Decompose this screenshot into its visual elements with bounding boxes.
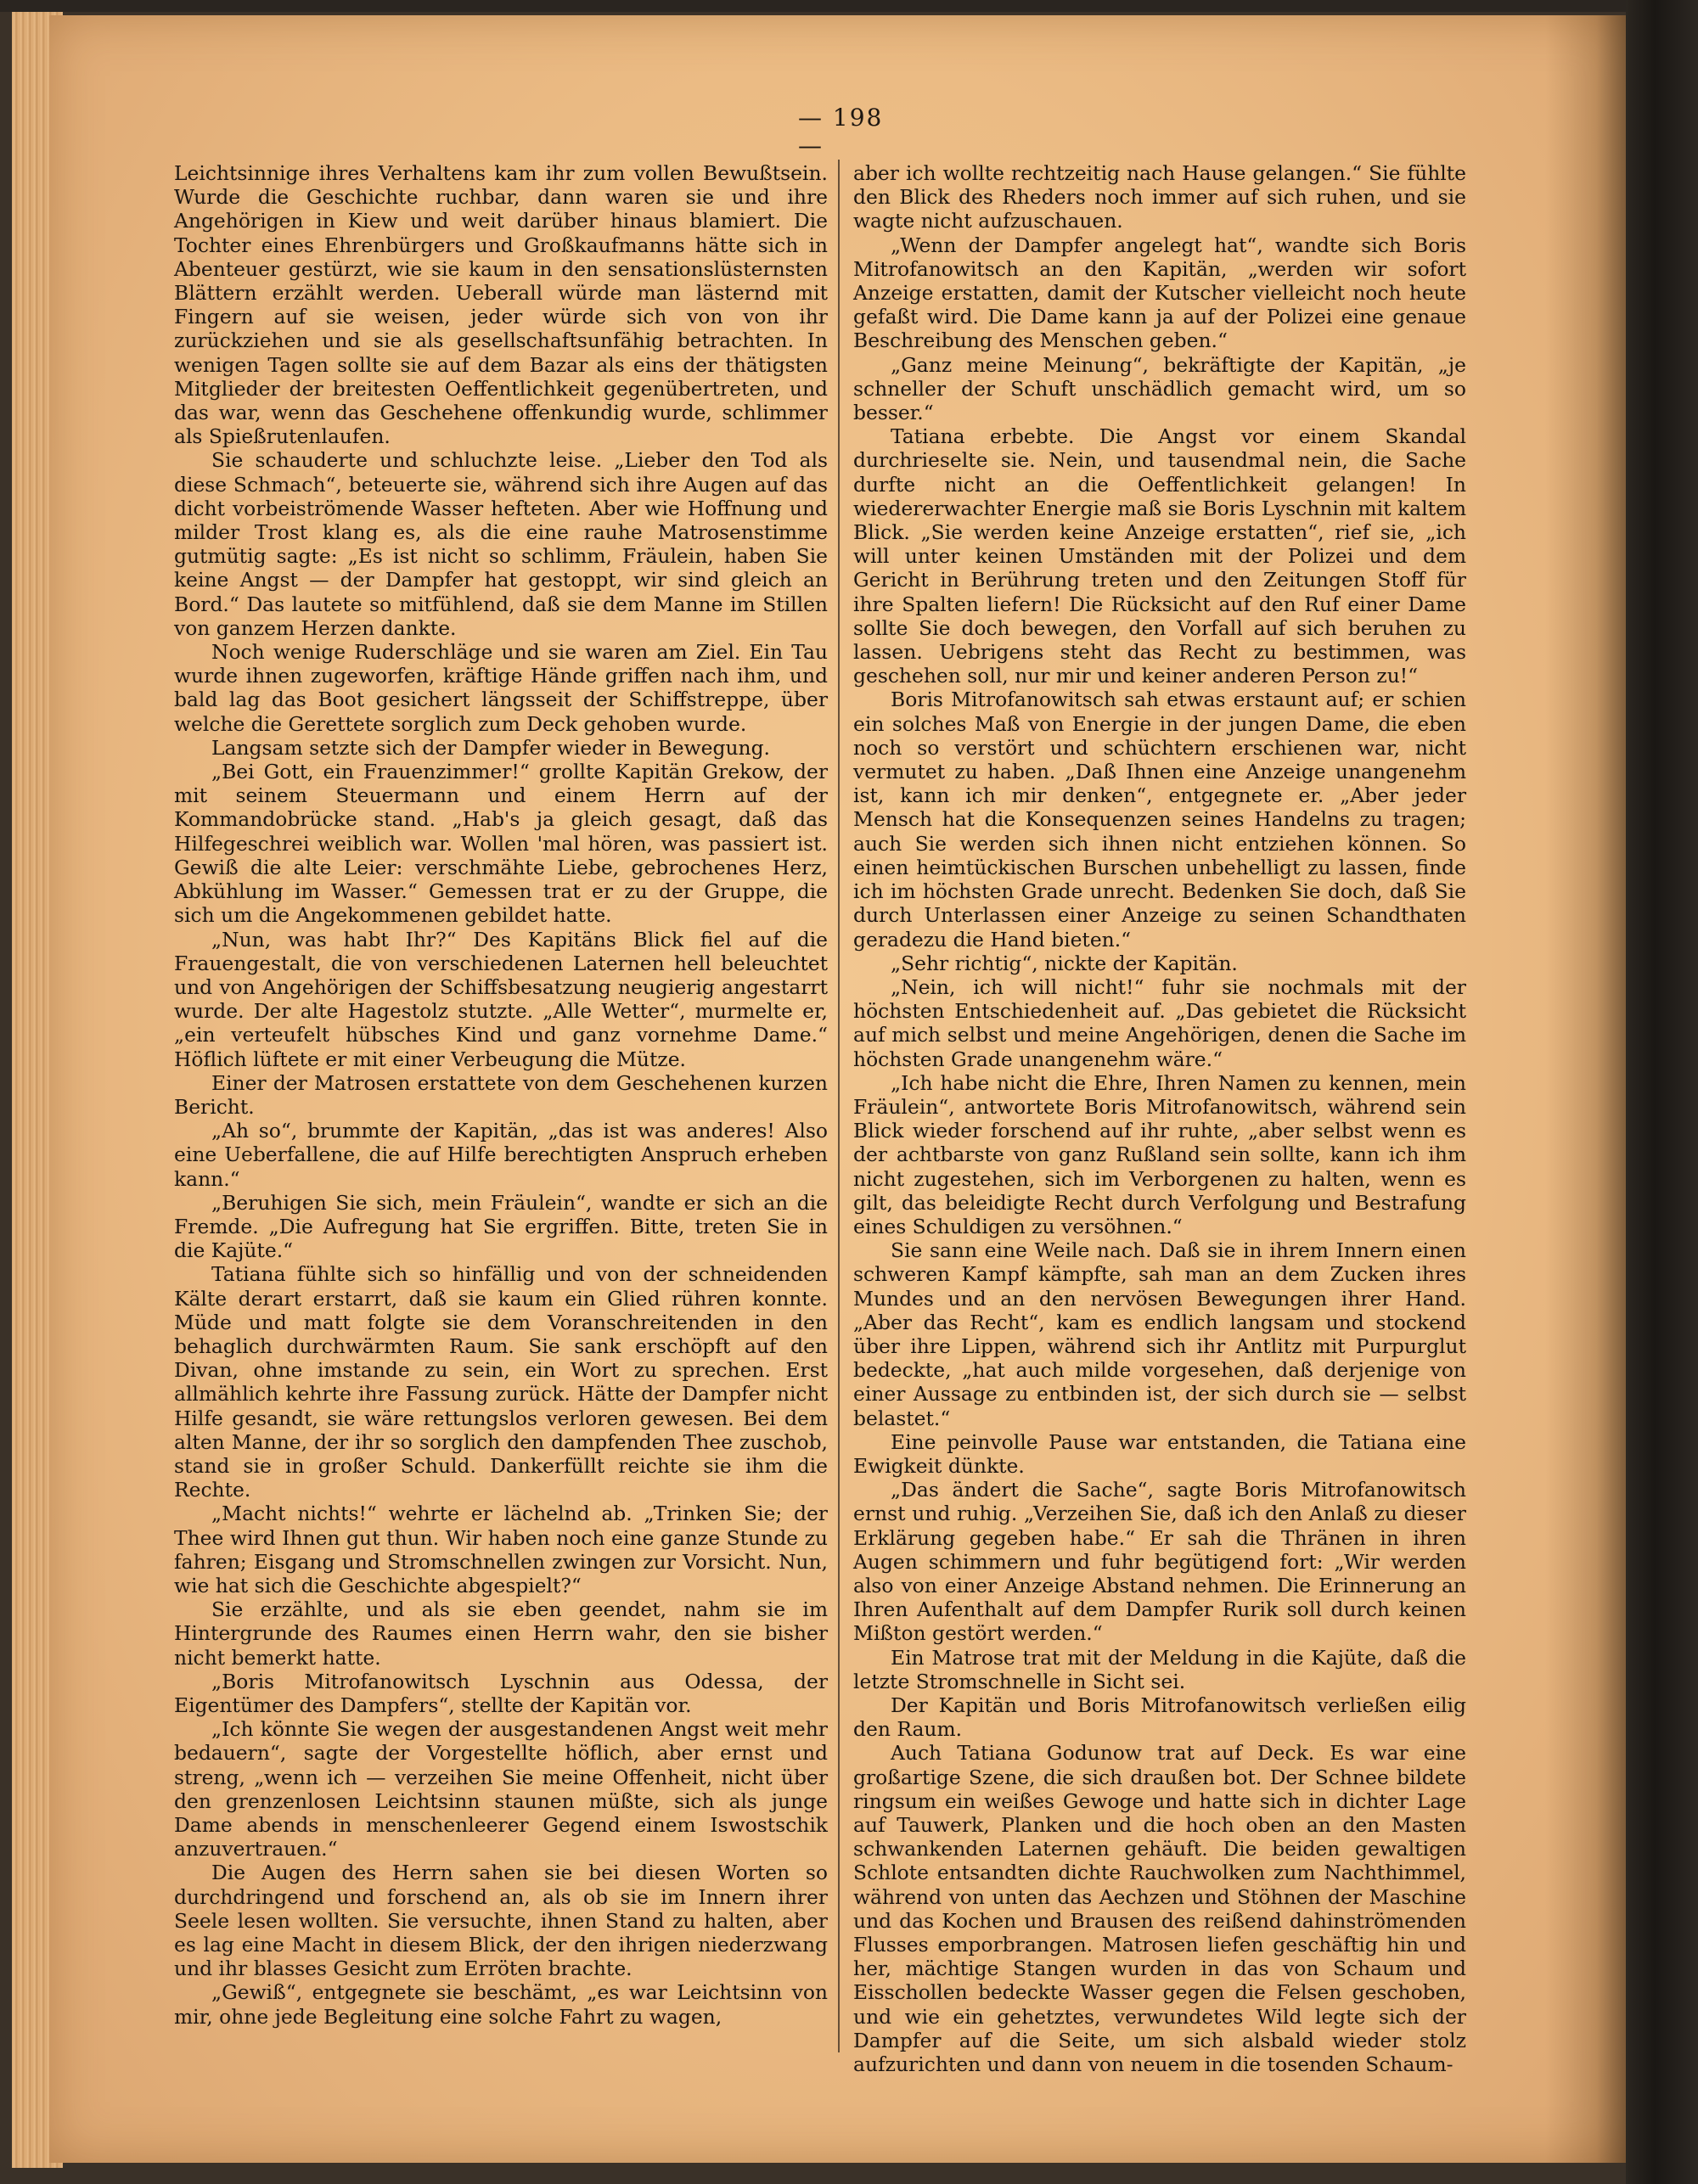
paragraph: Langsam setzte sich der Dampfer wieder in Bewegung.	[211, 735, 770, 760]
paragraph: Einer der Matrosen erstattete von dem Geschehenen kurzen Bericht.	[174, 1070, 828, 1119]
paragraph: Eine peinvolle Pause war entstanden, die Tatiana eine Ewigkeit dünkte.	[853, 1429, 1466, 1478]
paragraph: Tatiana erbebte. Die Angst vor einem Skandal durchrieselte sie. Nein, und tausendmal nein, die Sache durfte nicht an die Oeffentlichkeit gelangen! In wiedererwachter Energie maß sie Boris Lyschnin mit kaltem Blick. „Sie werden keine Anzeige erstatten“, rief sie, „ich will unter keinen Umständen mit der Polizei und dem Gericht in Berührung treten und den Zeitungen Stoff für ihre Spalten liefern! Die Rücksicht auf den Ruf einer Dame sollte Sie doch bewegen, den Vorfall auf sich beruhen zu lassen. Uebrigens steht das Recht zu bestimmen, was geschehen soll, nur mir und keiner anderen Person zu!“	[853, 424, 1466, 688]
paragraph: „Gewiß“, entgegnete sie beschämt, „es war Leichtsinn von mir, ohne jede Begleitung eine solche Fahrt zu wagen,	[174, 1980, 828, 2029]
binding-gutter-shadow	[1545, 15, 1630, 2163]
paragraph: „Bei Gott, ein Frauenzimmer!“ grollte Kapitän Grekow, der mit seinem Steuermann und einem Herrn auf der Kommandobrücke stand. „Hab's ja gleich gesagt, daß das Hilfegeschrei weiblich war. Wollen 'mal hören, was passiert ist. Gewiß die alte Leier: verschmähte Liebe, gebrochenes Herz, Abkühlung im Wasser.“ Gemessen trat er zu der Gruppe, die sich um die Angekommenen gebildet hatte.	[174, 760, 828, 928]
paragraph: Sie erzählte, und als sie eben geendet, nahm sie im Hintergrunde des Raumes einen Herrn wahr, den sie bisher nicht bemerkt hatte.	[174, 1597, 828, 1670]
paragraph: „Ganz meine Meinung“, bekräftigte der Kapitän, „je schneller der Schuft unschädlich gemacht wird, um so besser.“	[853, 352, 1466, 425]
paragraph: „Ich habe nicht die Ehre, Ihren Namen zu kennen, mein Fräulein“, antwortete Boris Mitrofanowitsch, während sein Blick wieder forschend auf ihr ruhte, „aber selbst wenn es der achtbarste von ganz Rußland sein sollte, kann ich ihm nicht zugestehen, sich im Verborgenen zu halten, wenn es gilt, das beleidigte Recht durch Verfolgung und Bestrafung eines Schuldigen zu versöhnen.“	[853, 1070, 1466, 1238]
paragraph: „Das ändert die Sache“, sagte Boris Mitrofanowitsch ernst und ruhig. „Verzeihen Sie, daß ich den Anlaß zu dieser Erklärung gegeben habe.“ Er sah die Thränen in ihren Augen schimmern und fuhr begütigend fort: „Wir werden also von einer Anzeige Abstand nehmen. Die Erinnerung an Ihren Aufenthalt auf dem Dampfer Rurik soll durch keinen Mißton gestört werden.“	[853, 1478, 1466, 1646]
scan-top-edge	[0, 0, 1698, 12]
paragraph: „Wenn der Dampfer angelegt hat“, wandte sich Boris Mitrofanowitsch an den Kapitän, „werden wir sofort Anzeige erstatten, damit der Kutscher vielleicht noch heute gefaßt wird. Die Dame kann ja auf der Polizei eine genaue Beschreibung des Menschen geben.“	[853, 233, 1466, 353]
paragraph: „Ah so“, brummte der Kapitän, „das ist was anderes! Also eine Ueberfallene, die auf Hilfe berechtigten Anspruch erheben kann.“	[174, 1119, 828, 1191]
paragraph: „Macht nichts!“ wehrte er lächelnd ab. „Trinken Sie; der Thee wird Ihnen gut thun. Wir haben noch eine ganze Stunde zu fahren; Eisgang und Stromschnellen zwingen zur Vorsicht. Nun, wie hat sich die Geschichte abgespielt?“	[174, 1502, 828, 1597]
paragraph: Auch Tatiana Godunow trat auf Deck. Es war eine großartige Szene, die sich draußen bot. Der Schnee bildete ringsum ein weißes Gewoge und hatte sich in dichter Lage auf Tauwerk, Planken und die hoch oben an den Masten schwankenden Laternen gehäuft. Die beiden gewaltigen Schlote entsandten dichte Rauchwolken zum Nachthimmel, während von unten das Aechzen und Stöhnen der Maschine und das Kochen und Brausen des reißend dahinströmenden Flusses emporbrangen. Matrosen liefen geschäftig hin und her, mächtige Stangen wurden in das von Schaum und Eisschollen bedeckte Wasser gegen die Felsen geschoben, und wie ein gehetztes, verwundetes Wild legte sich der Dampfer auf die Seite, um sich alsbald wieder stolz aufzurichten und dann von neuem in die tosenden Schaum-	[853, 1741, 1466, 2077]
paragraph: Sie schauderte und schluchzte leise. „Lieber den Tod als diese Schmach“, beteuerte sie, während sich ihre Augen auf das dicht vorbeiströmende Wasser hefteten. Aber wie Hoffnung und milder Trost klang es, als die eine rauhe Matrosenstimme gutmütig sagte: „Es ist nicht so schlimm, Fräulein, haben Sie keine Angst — der Dampfer hat gestoppt, wir sind gleich an Bord.“ Das lautete so mitfühlend, daß sie dem Manne im Stillen von ganzem Herzen dankte.	[174, 448, 828, 640]
paragraph: Boris Mitrofanowitsch sah etwas erstaunt auf; er schien ein solches Maß von Energie in der jungen Dame, die eben noch so verstört und schüchtern erschienen war, nicht vermutet zu haben. „Daß Ihnen eine Anzeige unangenehm ist, kann ich mir denken“, entgegnete er. „Aber jeder Mensch hat die Konsequenzen seines Handelns zu tragen; auch Sie werden sich ihnen nicht entziehen können. So einen heimtückischen Burschen unbehelligt zu lassen, finde ich im höchsten Grade unrecht. Bedenken Sie doch, daß Sie durch Unterlassen einer Anzeige zu seinen Schandthaten geradezu die Hand bieten.“	[853, 688, 1466, 952]
paragraph: „Nun, was habt Ihr?“ Des Kapitäns Blick fiel auf die Frauengestalt, die von verschiedenen Laternen hell beleuchtet und von Angehörigen der Schiffsbesatzung neugierig angestarrt wurde. Der alte Hagestolz stutzte. „Alle Wetter“, murmelte er, „ein verteufelt hübsches Kind und ganz vornehme Dame.“ Höflich lüftete er mit einer Verbeugung die Mütze.	[174, 927, 828, 1071]
page-number: — 198 —	[798, 104, 884, 160]
paragraph: aber ich wollte rechtzeitig nach Hause gelangen.“ Sie fühlte den Blick des Rheders noch immer auf sich ruhen, und sie wagte nicht aufzuschauen.	[853, 161, 1466, 233]
paragraph: Sie sann eine Weile nach. Daß sie in ihrem Innern einen schweren Kampf kämpfte, sah man an dem Zucken ihres Mundes und an den nervösen Bewegungen ihrer Hand. „Aber das Recht“, kam es endlich langsam und stockend über ihre Lippen, während sich ihr Antlitz mit Purpurglut bedeckte, „hat auch milde vorgesehen, daß derjenige von einer Aussage zu entbinden ist, der sich durch sie — selbst belastet.“	[853, 1238, 1466, 1430]
left-text-column	[174, 161, 828, 2037]
paragraph: „Beruhigen Sie sich, mein Fräulein“, wandte er sich an die Fremde. „Die Aufregung hat Sie ergriffen. Bitte, treten Sie in die Kajüte.“	[174, 1190, 828, 1263]
paragraph: „Boris Mitrofanowitsch Lyschnin aus Odessa, der Eigentümer des Dampfers“, stellte der Kapitän vor.	[174, 1669, 828, 1717]
paragraph: Noch wenige Ruderschläge und sie waren am Ziel. Ein Tau wurde ihnen zugeworfen, kräftige Hände griffen nach ihm, und bald lag das Boot gesichert längsseit der Schiffstreppe, über welche die Gerettete sorglich zum Deck gehoben wurde.	[174, 640, 828, 736]
paragraph: „Nein, ich will nicht!“ fuhr sie nochmals mit der höchsten Entschiedenheit auf. „Das gebietet die Rücksicht auf mich selbst und meine Angehörigen, denen die Sache im höchsten Grade unangenehm wäre.“	[853, 974, 1466, 1071]
paragraph: Tatiana fühlte sich so hinfällig und von der schneidenden Kälte derart erstarrt, daß sie kaum ein Glied rühren konnte. Müde und matt folgte sie dem Voranschreitenden in den behaglich durchwärmten Raum. Sie sank erschöpft auf den Divan, ohne imstande zu sein, ein Wort zu sprechen. Erst allmählich kehrte ihre Fassung zurück. Hätte der Dampfer nicht Hilfe gesandt, sie wäre rettungslos verloren gewesen. Bei dem alten Manne, der ihr so sorglich den dampfenden Thee zuschob, stand sie in großer Schuld. Dankerfüllt reichte sie ihm die Rechte.	[174, 1262, 828, 1502]
column-divider	[838, 160, 840, 2052]
book-spine-edge	[1626, 0, 1698, 2184]
paragraph: Die Augen des Herrn sahen sie bei diesen Worten so durchdringend und forschend an, als ob sie im Innern ihrer Seele lesen wollten. Sie versuchte, ihnen Stand zu halten, aber es lag eine Macht in diesem Blick, der den ihrigen niederzwang und ihr blasses Gesicht zum Erröten brachte.	[174, 1861, 828, 1981]
paragraph: „Sehr richtig“, nickte der Kapitän.	[891, 951, 1238, 975]
paragraph: Der Kapitän und Boris Mitrofanowitsch verließen eilig den Raum.	[853, 1693, 1466, 1742]
right-text-column	[853, 161, 1466, 2077]
paragraph: „Ich könnte Sie wegen der ausgestandenen Angst weit mehr bedauern“, sagte der Vorgestellte höflich, aber ernst und streng, „wenn ich — verzeihen Sie meine Offenheit, nicht über den grenzenlosen Leichtsinn staunen müßte, sich als junge Dame abends in menschenleerer Gegend einem Iswostschik anzuvertrauen.“	[174, 1717, 828, 1861]
paragraph: Leichtsinnige ihres Verhaltens kam ihr zum vollen Bewußtsein. Wurde die Geschichte ruchbar, dann waren sie und ihre Angehörigen in Kiew und weit darüber hinaus blamiert. Die Tochter eines Ehrenbürgers und Großkaufmanns hätte sich in Abenteuer gestürzt, wie sie kaum in den sensationslüsternsten Blättern erzählt werden. Ueberall würde man lästernd mit Fingern auf sie weisen, jeder würde sich von von ihr zurückziehen und sie als gesellschaftsunfähig betrachten. In wenigen Tagen sollte sie auf dem Bazar als eins der thätigsten Mitglieder der breitesten Oeffentlichkeit gegenübertreten, und das war, wenn das Geschehene offenkundig wurde, schlimmer als Spießrutenlaufen.	[174, 161, 828, 449]
paragraph: Ein Matrose trat mit der Meldung in die Kajüte, daß die letzte Stromschnelle in Sicht sei.	[853, 1645, 1466, 1693]
